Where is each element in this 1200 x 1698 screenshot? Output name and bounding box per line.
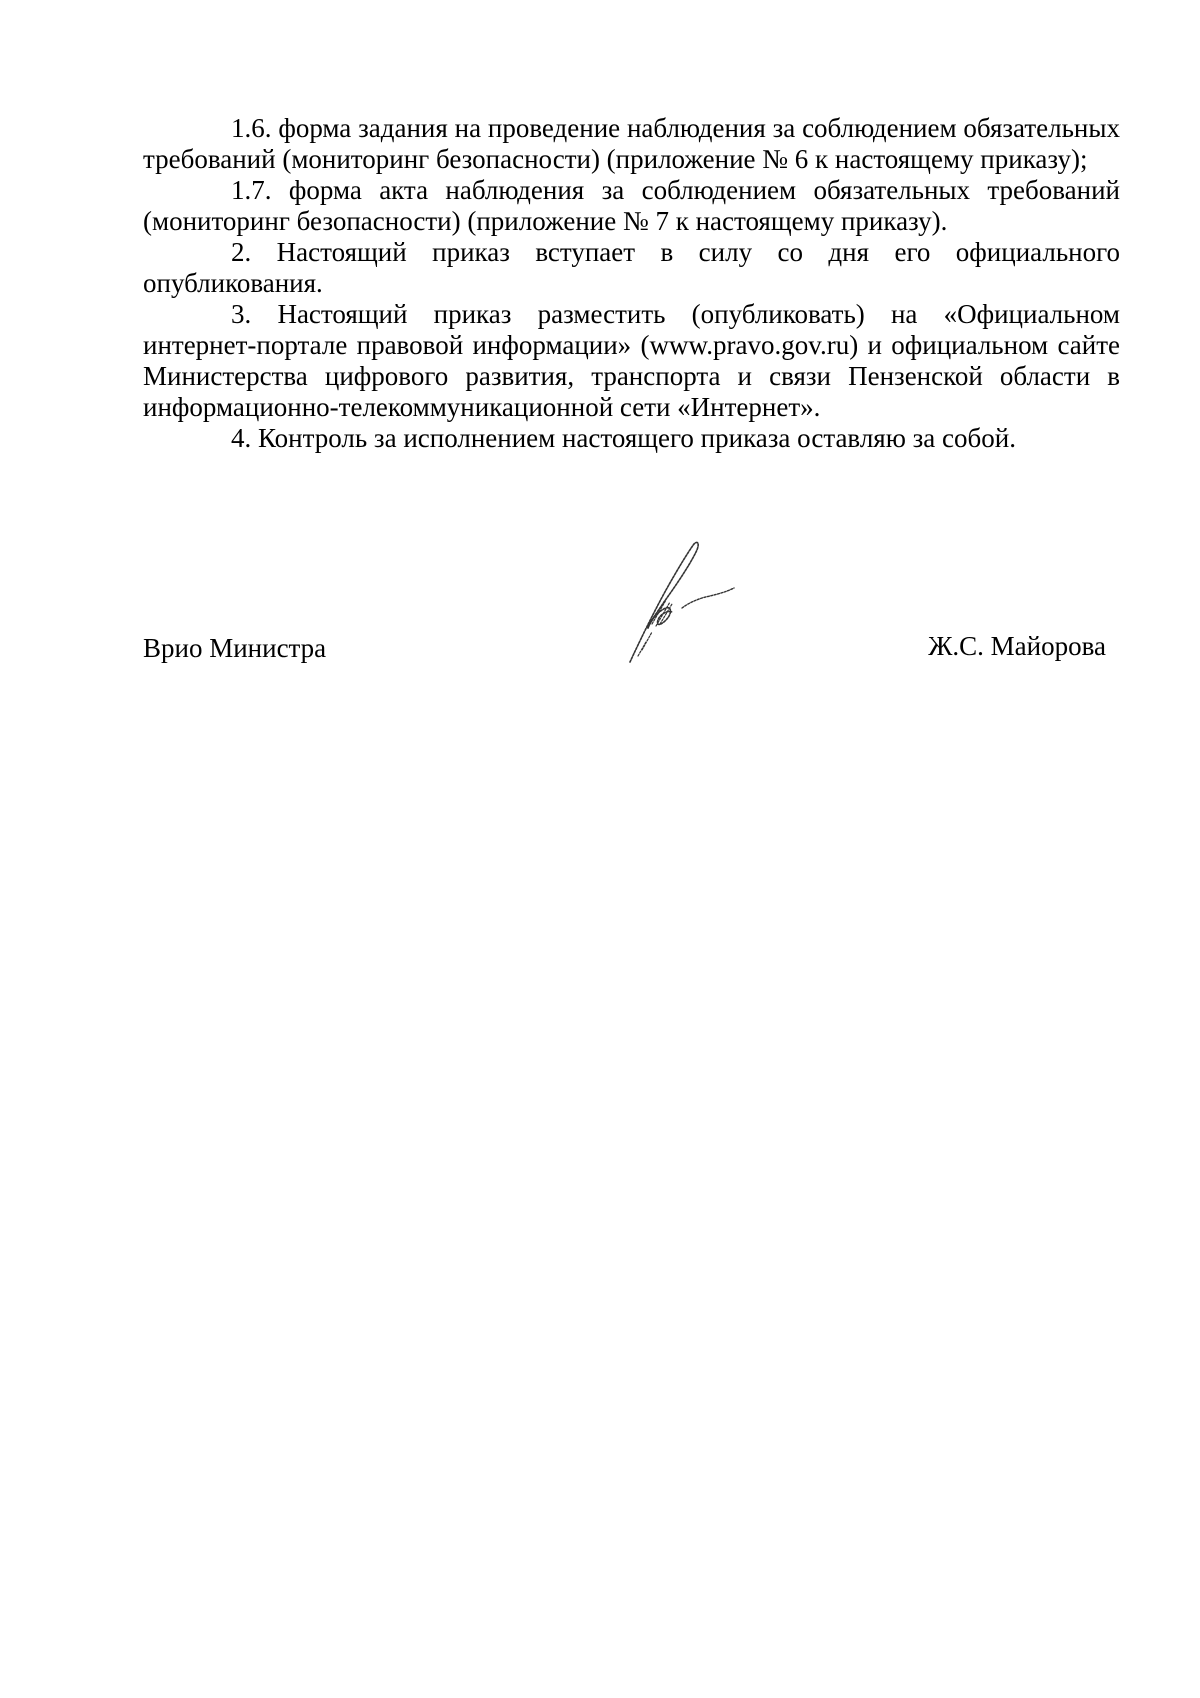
paragraph-4: 4. Контроль за исполнением настоящего приказа оставляю за собой. bbox=[231, 423, 1016, 453]
paragraph-1-7: 1.7. форма акта наблюдения за соблюдением обязательных требований (мониторинг безопасности) (приложение № 7 к настоящему приказу). bbox=[143, 175, 1120, 236]
paragraph-1-6: 1.6. форма задания на проведение наблюдения за соблюдением обязательных требований (мониторинг безопасности) (приложение № 6 к настоящему приказу); bbox=[143, 113, 1120, 174]
document-body bbox=[143, 113, 1120, 454]
signature-block bbox=[143, 633, 1120, 673]
paragraph-2: 2. Настоящий приказ вступает в силу со дня его официального опубликования. bbox=[143, 237, 1120, 298]
signatory-name: Ж.С. Майорова bbox=[928, 631, 1106, 661]
signatory-position: Врио Министра bbox=[143, 633, 327, 663]
paragraph-3: 3. Настоящий приказ разместить (опубликовать) на «Официальном интернет-портале правовой информации» (www.pravo.gov.ru) и официальном сайте Министерства цифрового развития, транспорта и связи Пензенской области в информационно-телекоммуникационной сети «Интернет». bbox=[143, 299, 1120, 422]
